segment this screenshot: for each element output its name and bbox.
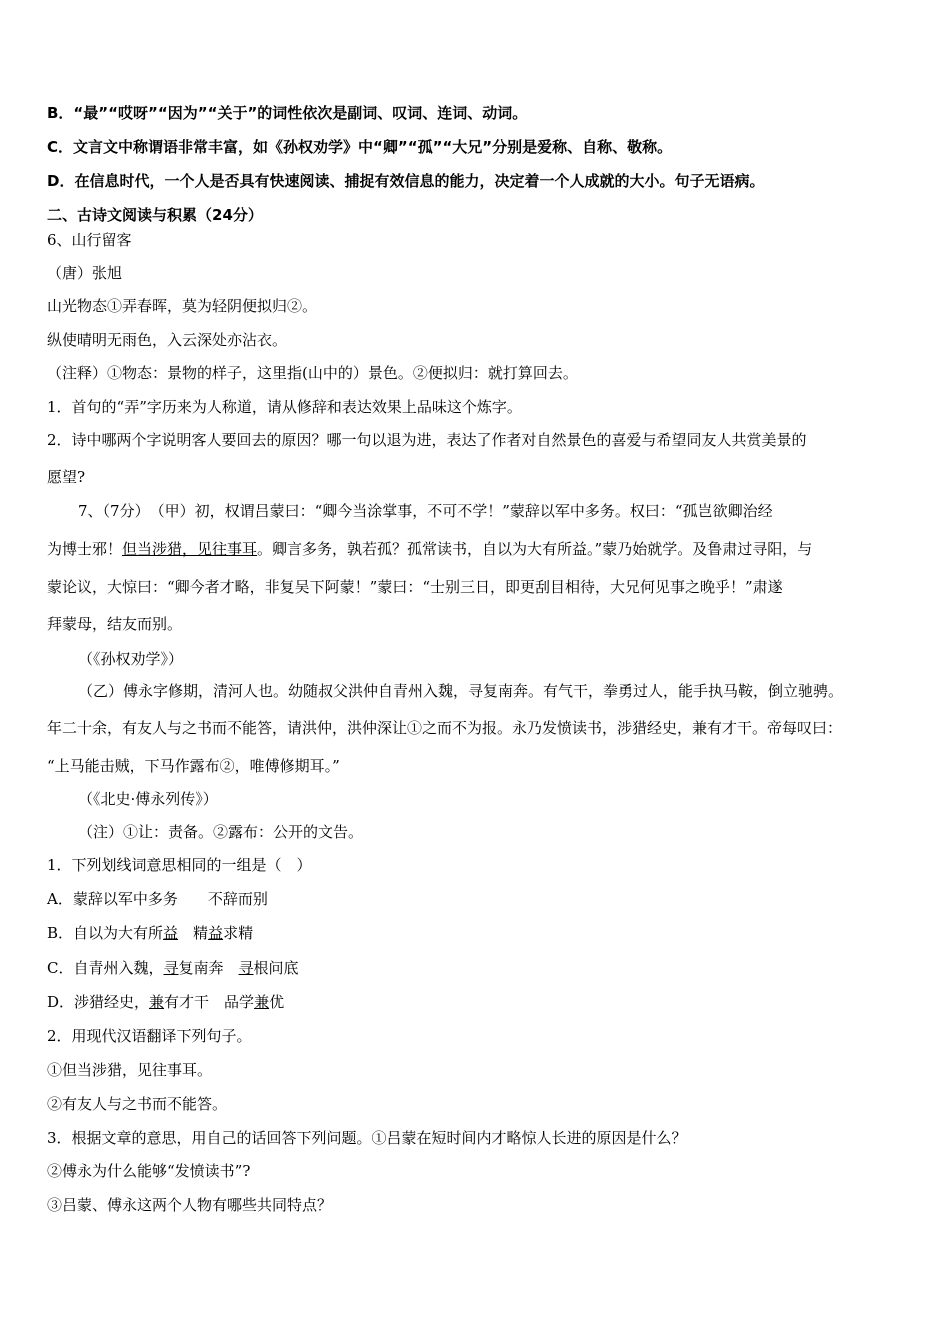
passage-b-source: （《北史·傅永列传》） (78, 790, 218, 808)
option-b: B．“最”“哎呀”“因为”“关于”的词性依次是副词、叹词、连词、动词。 (47, 104, 528, 122)
section-heading: 二、古诗文阅读与积累（24分） (47, 206, 263, 224)
poem-note: （注释）①物态：景物的样子，这里指(山中的）景色。②便拟归：就打算回去。 (47, 364, 578, 382)
text-segment: B．自以为大有所 (47, 924, 164, 942)
text-segment: 为博士邪！ (47, 540, 123, 558)
subquestion-3: 3．根据文章的意思，用自己的话回答下列问题。①吕蒙在短时间内才略惊人长进的原因是什么？ (47, 1129, 687, 1147)
underlined-word: 益 (208, 924, 224, 942)
underlined-word: 益 (163, 924, 179, 942)
option-d: D．在信息时代，一个人是否具有快速阅读、捕捉有效信息的能力，决定着一个人成就的大小。句子无语病。 (47, 172, 765, 190)
passage-a-line-1: 7、（7分） （甲）初，权谓吕蒙曰：“卿今当涂掌事，不可不学！”蒙辞以军中多务。权曰：“孤岂欲卿治经 (78, 502, 773, 520)
text-segment: D．涉猎经史， (47, 993, 150, 1011)
text-segment: 根问底 (253, 959, 299, 977)
poem-title: 6、山行留客 (47, 231, 132, 249)
text-segment: C．自青州入魏， (47, 959, 164, 977)
poem-question-2: 2．诗中哪两个字说明客人要回去的原因？哪一句以退为进，表达了作者对自然景色的喜爱与希望同友人共赏美景的 (47, 431, 807, 449)
text-segment: 复南奔 (178, 959, 239, 977)
underlined-word: 兼 (149, 993, 165, 1011)
passage-a-line-4: 拜蒙母，结友而别。 (47, 615, 183, 633)
poem-question-2-cont: 愿望? (47, 468, 86, 486)
translate-item-2: ②有友人与之书而不能答。 (47, 1095, 228, 1113)
poem-line-1: 山光物态①弄春晖，莫为轻阴便拟归②。 (47, 297, 318, 315)
underlined-sentence: 但当涉猎，见往事耳 (122, 540, 258, 558)
underlined-word: 兼 (254, 993, 270, 1011)
passage-a-line-3: 蒙论议，大惊曰：“卿今者才略，非复吴下阿蒙！”蒙曰：“士别三日，即更刮目相待，大兄何见事之晚乎！”肃遂 (47, 578, 783, 596)
subquestion-3-item-3: ③吕蒙、傅永这两个人物有哪些共同特点？ (47, 1196, 333, 1214)
subquestion-3-item-2: ②傅永为什么能够“发愤读书”? (47, 1162, 251, 1180)
passage-note: （注）①让：责备。②露布：公开的文告。 (78, 823, 364, 841)
text-segment: 。卿言多务，孰若孤？孤常读书，自以为大有所益。”蒙乃始就学。及鲁肃过寻阳，与 (257, 540, 813, 558)
passage-b-line-3: “上马能击贼，下马作露布②，唯傅修期耳。” (47, 757, 340, 775)
translate-item-1: ①但当涉猎，见往事耳。 (47, 1061, 213, 1079)
passage-b-line-1: （乙）傅永字修期，清河人也。幼随叔父洪仲自青州入魏，寻复南奔。有气干，拳勇过人，能手执马鞍，倒立驰骋。 (78, 682, 844, 700)
text-segment: 精 (178, 924, 209, 942)
poem-question-1: 1．首句的“弄”字历来为人称道，请从修辞和表达效果上品味这个炼字。 (47, 398, 522, 416)
text-segment: 优 (269, 993, 285, 1011)
passage-a-source: （《孙权劝学》） (78, 650, 184, 668)
option-c: C．文言文中称谓语非常丰富，如《孙权劝学》中“卿”“孤”“大兄”分别是爱称、自称、敬称。 (47, 138, 673, 156)
choice-d (47, 992, 284, 1012)
passage-b-line-2: 年二十余，有友人与之书而不能答，请洪仲，洪仲深让①之而不为报。永乃发愤读书，涉猎经史，兼有才干。帝每叹曰： (47, 719, 843, 737)
poem-line-2: 纵使晴明无雨色，入云深处亦沾衣。 (47, 331, 288, 349)
passage-a-line-2 (47, 539, 812, 559)
choice-b (47, 923, 253, 943)
choice-a: A．蒙辞以军中多务 不辞而别 (47, 890, 268, 908)
subquestion-1: 1．下列划线词意思相同的一组是（ ） (47, 856, 312, 874)
poem-author: （唐）张旭 (47, 264, 123, 282)
choice-c (47, 958, 299, 978)
underlined-word: 寻 (163, 959, 179, 977)
text-segment: 求精 (223, 924, 254, 942)
text-segment: 有才干 品学 (164, 993, 255, 1011)
underlined-word: 寻 (238, 959, 254, 977)
subquestion-2: 2．用现代汉语翻译下列句子。 (47, 1027, 252, 1045)
